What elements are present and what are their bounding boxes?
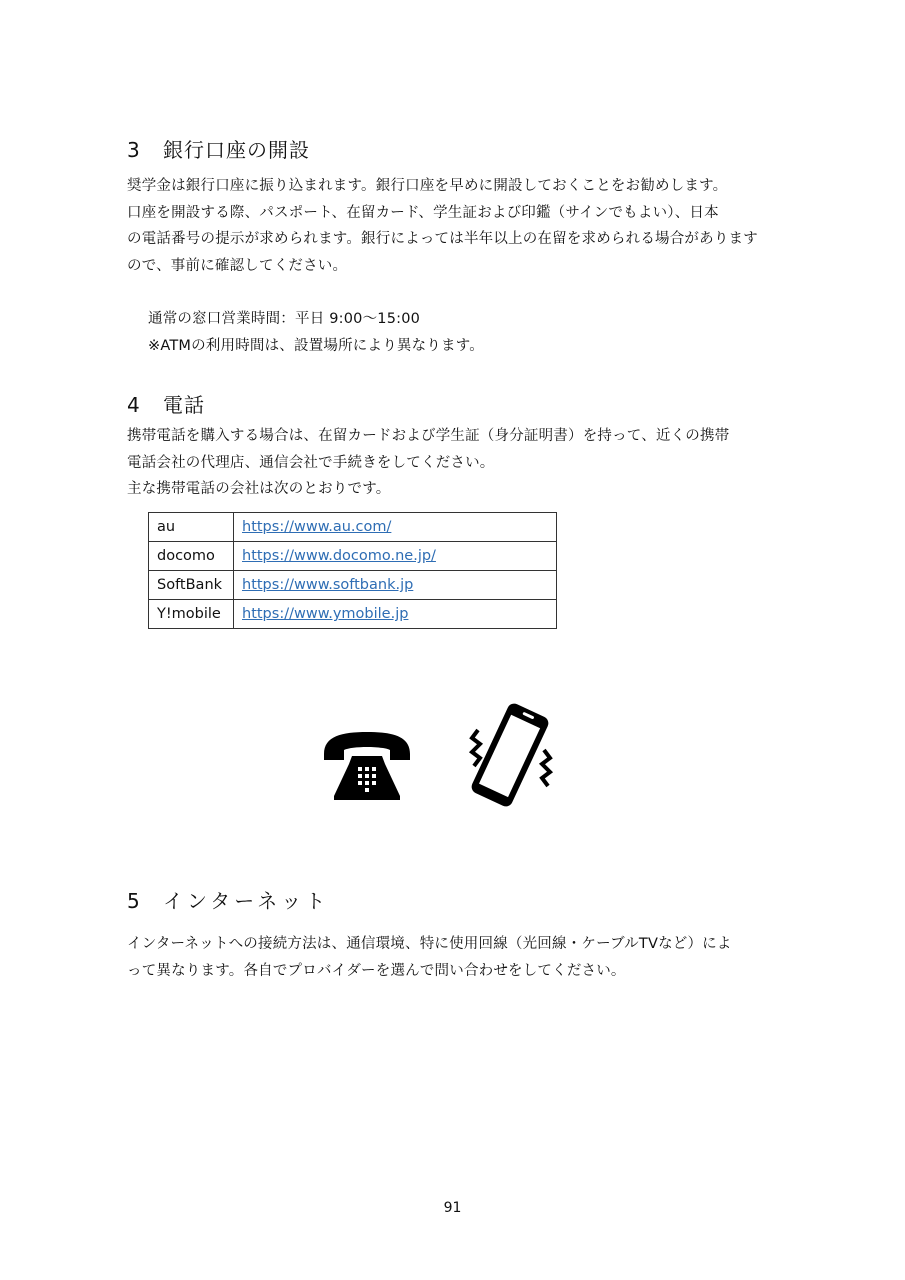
section-4-heading [127, 389, 205, 418]
paragraph-line: 奨学金は銀行口座に振り込まれます。銀行口座を早めに開設しておくことをお勧めします。 [127, 178, 728, 194]
paragraph-line: インターネットへの接続方法は、通信環境、特に使用回線（光回線・ケーブルTVなど）によ [127, 936, 732, 952]
carrier-link[interactable]: https://www.au.com/ [242, 519, 392, 535]
paragraph-line: の電話番号の提示が求められます。銀行によっては半年以上の在留を求められる場合があります [127, 231, 758, 247]
section-title: 銀行口座の開設 [163, 138, 310, 162]
section-title: 電話 [163, 393, 205, 417]
paragraph-line: 電話会社の代理店、通信会社で手続きをしてください。 [127, 454, 495, 471]
carrier-name: docomo [149, 542, 234, 571]
carrier-table [148, 512, 557, 629]
bank-hours: 通常の窓口営業時間：平日 9:00～15:00 [148, 311, 421, 327]
section-5-heading [127, 885, 329, 914]
page-number: 91 [443, 1200, 462, 1216]
paragraph-line: って異なります。各自でプロバイダーを選んで問い合わせをしてください。 [127, 962, 626, 979]
table-row [149, 513, 557, 542]
paragraph-line: 口座を開設する際、パスポート、在留カード、学生証および印鑑（サインでもよい）、日本 [127, 204, 719, 221]
carrier-link[interactable]: https://www.ymobile.jp [242, 606, 409, 622]
table-row [149, 571, 557, 600]
paragraph-line: 主な携帯電話の会社は次のとおりです。 [127, 481, 391, 497]
bank-hours-note [148, 306, 808, 359]
paragraph-line: 携帯電話を購入する場合は、在留カードおよび学生証（身分証明書）を持って、近くの携帯 [127, 428, 730, 444]
carrier-name: Y!mobile [149, 600, 234, 629]
carrier-name: SoftBank [149, 571, 234, 600]
paragraph-line: ので、事前に確認してください。 [127, 257, 348, 274]
carrier-link[interactable]: https://www.docomo.ne.jp/ [242, 548, 436, 564]
carrier-name: au [149, 513, 234, 542]
section-number: 3 [127, 138, 141, 162]
telephone-icon [322, 730, 412, 802]
section-title: インターネット [163, 889, 330, 913]
vibrating-smartphone-icon [462, 700, 558, 810]
section-5-paragraph [127, 931, 787, 984]
section-4-paragraph [127, 423, 787, 503]
table-row [149, 600, 557, 629]
section-number: 5 [127, 889, 141, 913]
atm-note: ※ATMの利用時間は、設置場所により異なります。 [148, 337, 484, 354]
carrier-link[interactable]: https://www.softbank.jp [242, 577, 414, 593]
table-row [149, 542, 557, 571]
section-3-heading [127, 134, 310, 163]
section-number: 4 [127, 393, 141, 417]
section-3-paragraph [127, 173, 787, 279]
